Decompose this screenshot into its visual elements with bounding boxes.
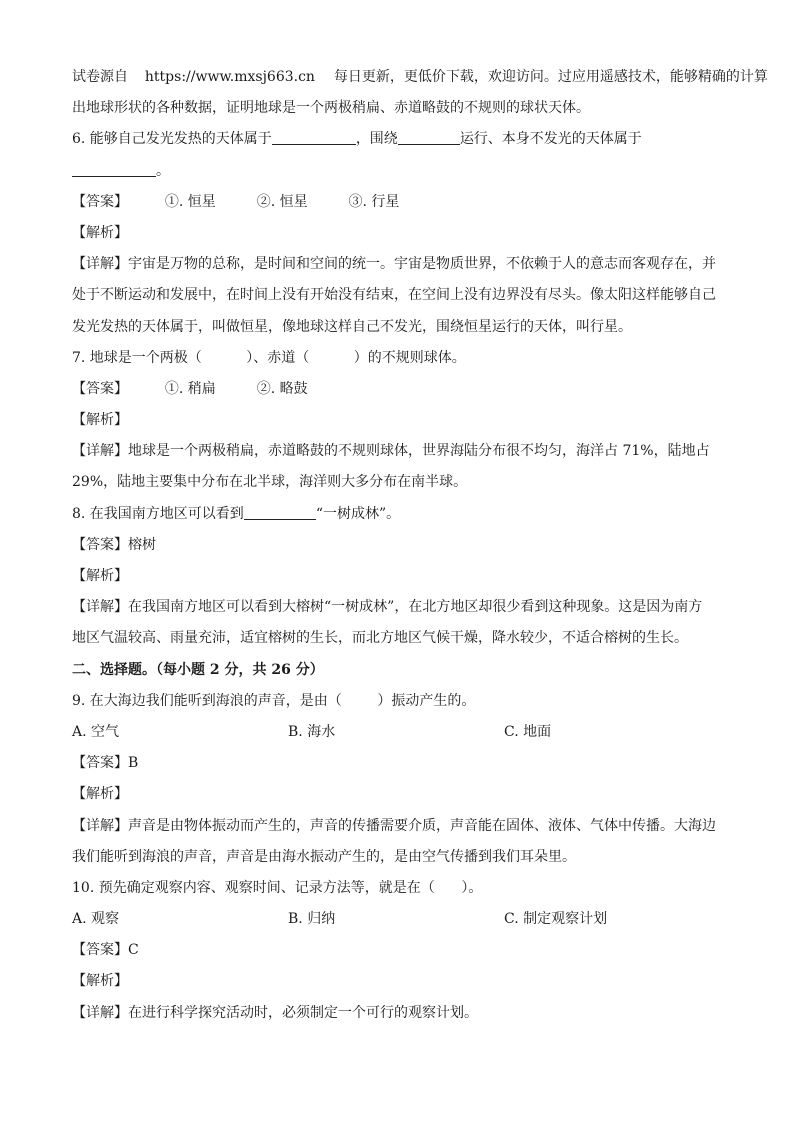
- document-page: [72, 62, 768, 1029]
- analysis-label: 【解析】: [72, 786, 128, 803]
- answer-label: 【答案】: [72, 536, 128, 553]
- detail-9-line-1: 【详解】声音是由物体振动而产生的，声音的传播需要介质，声音能在固体、液体、气体中传播。大海边: [72, 817, 716, 834]
- option-b[interactable]: B. 归纳: [288, 911, 336, 928]
- option-a[interactable]: A. 观察: [72, 911, 120, 928]
- answer-item: ①. 稍扁: [164, 380, 216, 397]
- answer-8: [72, 530, 724, 561]
- question-8: 8. 在我国南方地区可以看到 “一树成林”。: [72, 499, 724, 530]
- question-9: 9. 在大海边我们能听到海浪的声音，是由（ ）振动产生的。: [72, 692, 476, 709]
- question-6: 6. 能够自己发光发热的天体属于 ，围绕 运行、本身不发光的天体属于: [72, 124, 724, 155]
- answer-blank: [398, 128, 460, 145]
- detail-8-line-2: 地区气温较高、雨量充沛，适宜榕树的生长，而北方地区气候干燥，降水较少，不适合榕树的生长。: [72, 630, 688, 647]
- detail-9-line-2: 我们能听到海浪的声音，声音是由海水振动产生的，是由空气传播到我们耳朵里。: [72, 848, 576, 865]
- header-line-1: [72, 62, 768, 93]
- option-c[interactable]: C. 地面: [504, 723, 552, 740]
- detail-label: 【详解】: [72, 1004, 128, 1021]
- answer-label: 【答案】: [72, 942, 128, 959]
- answer-7: [72, 374, 724, 405]
- answer-label: 【答案】: [72, 755, 128, 772]
- detail-6-line-3: 发光发热的天体属于，叫做恒星，像地球这样自己不发光，围绕恒星运行的天体，叫行星。: [72, 318, 632, 335]
- source-url[interactable]: https://www.mxsj663.cn: [144, 69, 315, 85]
- detail-8-line-1: 【详解】在我国南方地区可以看到大榕树“一树成林”，在北方地区却很少看到这种现象。这是因为南方: [72, 599, 703, 616]
- answer-9: [72, 748, 724, 779]
- header-line-2: 出地球形状的各种数据，证明地球是一个两极稍扁、赤道略鼓的不规则的球状天体。: [72, 100, 590, 117]
- option-a[interactable]: A. 空气: [72, 723, 120, 740]
- option-b[interactable]: B. 海水: [288, 723, 336, 740]
- detail-label: 【详解】: [72, 817, 128, 834]
- analysis-label: 【解析】: [72, 224, 128, 241]
- answer-item: C: [128, 942, 139, 959]
- source-label: 试卷源自: [72, 69, 128, 85]
- detail-label: 【详解】: [72, 443, 128, 460]
- answer-item: ③. 行星: [348, 193, 400, 210]
- answer-6: [72, 187, 724, 218]
- analysis-label: 【解析】: [72, 412, 128, 429]
- detail-6-line-1: 【详解】宇宙是万物的总称，是时间和空间的统一。宇宙是物质世界，不依赖于人的意志而客观存在，并: [72, 256, 716, 273]
- options-9: [72, 717, 724, 748]
- question-10: 10. 预先确定观察内容、观察时间、记录方法等，就是在（ ）。: [72, 879, 483, 896]
- answer-label: 【答案】: [72, 380, 128, 397]
- section-heading: 二、选择题。（每小题 2 分，共 26 分）: [72, 661, 324, 678]
- question-6-cont: 。: [72, 156, 724, 187]
- answer-item: B: [128, 755, 139, 772]
- analysis-label: 【解析】: [72, 973, 128, 990]
- answer-blank: [244, 503, 316, 520]
- answer-item: ②. 恒星: [256, 193, 308, 210]
- source-slogan: 每日更新，更低价下载，欢迎访问。: [333, 69, 558, 85]
- answer-blank: [72, 160, 156, 177]
- answer-item: ①. 恒星: [164, 193, 216, 210]
- analysis-label: 【解析】: [72, 568, 128, 584]
- question-7: 7. 地球是一个两极（ ）、赤道（ ）的不规则球体。: [72, 349, 466, 366]
- answer-blank: [272, 128, 356, 145]
- header-tail: 过应用遥感技术，能够精确的计算: [557, 69, 768, 85]
- options-10: [72, 904, 724, 935]
- detail-6-line-2: 处于不断运动和发展中，在时间上没有开始没有结束，在空间上没有边界没有尽头。像太阳这样能够自己: [72, 287, 716, 304]
- detail-7-line-1: 【详解】地球是一个两极稍扁，赤道略鼓的不规则球体，世界海陆分布很不均匀，海洋占 71%，陆地占: [72, 443, 710, 460]
- answer-10: [72, 935, 724, 966]
- answer-label: 【答案】: [72, 193, 128, 210]
- detail-10-line-1: 【详解】在进行科学探究活动时，必须制定一个可行的观察计划。: [72, 1004, 478, 1021]
- answer-item: ②. 略鼓: [256, 380, 308, 397]
- detail-label: 【详解】: [72, 256, 128, 273]
- detail-label: 【详解】: [72, 599, 128, 616]
- option-c[interactable]: C. 制定观察计划: [504, 911, 608, 928]
- detail-7-line-2: 29%，陆地主要集中分布在北半球，海洋则大多分布在南半球。: [72, 474, 468, 491]
- answer-item: 榕树: [128, 536, 156, 553]
